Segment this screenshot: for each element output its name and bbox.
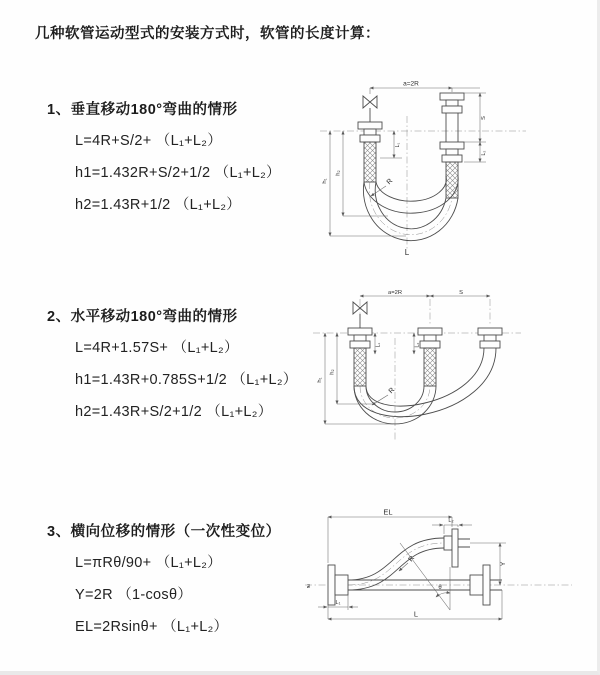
hose-left-leg [348, 328, 372, 386]
dim-label-s: S [481, 116, 487, 120]
dimension-width [370, 81, 480, 95]
dim-label-l2: L₂ [414, 342, 421, 348]
dim-label-a2r: a=2R [387, 289, 403, 296]
radius-callout [372, 387, 396, 405]
dim-label-l1: L₁ [335, 600, 341, 606]
valve-icon [363, 96, 377, 122]
hose-right-leg [440, 93, 464, 198]
dim-label-l1: L₁ [395, 142, 401, 148]
dim-label-l: L [413, 609, 419, 619]
dim-label-h2: h₂ [329, 369, 336, 375]
dim-label-el: EL [383, 507, 393, 517]
hose-middle-leg [418, 328, 442, 386]
page-title: 几种软管运动型式的安装方式时，软管的长度计算： [35, 26, 380, 42]
angle-label: θ [438, 585, 442, 591]
hose-right-leg [478, 328, 502, 348]
formula-l: L=πRθ/90+ （L₁+L₂） [75, 555, 222, 571]
dimension-l2 [414, 333, 421, 354]
centerlines [313, 299, 521, 442]
diagram-lateral-displacement [300, 507, 595, 645]
formula-el: EL=2Rsinθ+ （L₁+L₂） [75, 619, 229, 635]
formula-y: Y=2R （1-cosθ） [75, 587, 193, 603]
section-horizontal-move [47, 305, 298, 432]
section-2-heading: 2、水平移动180°弯曲的情形 [47, 309, 238, 325]
hose-left-flange [328, 565, 348, 605]
dimension-l1 [318, 595, 358, 610]
radius-label: R [387, 386, 397, 396]
dimension-s [464, 93, 487, 162]
formula-h1: h1=1.432R+S/2+1/2 （L₁+L₂） [75, 165, 281, 181]
radius-label: R [407, 554, 417, 564]
section-3-heading: 3、横向位移的情形（一次性变位） [47, 524, 281, 540]
formula-h2: h2=1.43R+S/2+1/2 （L₁+L₂） [75, 404, 273, 420]
dim-label-y: Y [500, 561, 507, 567]
hose-straight-position [348, 565, 502, 605]
dim-label-a2r: a=2R [403, 80, 419, 88]
dim-label-s: S [459, 289, 463, 296]
dimension-el [328, 508, 452, 564]
formula-l: L=4R+S/2+ （L₁+L₂） [75, 133, 223, 149]
formula-h2: h2=1.43R+1/2 （L₁+L₂） [75, 197, 242, 213]
dim-label-h1: h₁ [317, 377, 323, 383]
dim-label-h2: h₂ [335, 170, 342, 176]
section-vertical-move [47, 98, 281, 225]
dimension-width [360, 290, 490, 296]
dimension-l1 [375, 333, 382, 354]
angle-construction [400, 543, 450, 610]
length-label: L [404, 248, 410, 257]
hose-u-bend [363, 176, 458, 241]
dim-label-l2: L₂ [448, 518, 454, 524]
section-lateral-displacement [47, 520, 281, 647]
formula-l: L=4R+1.57S+ （L₁+L₂） [75, 340, 239, 356]
radius-label: R [385, 177, 395, 187]
dim-label-l2: L₂ [481, 150, 487, 156]
section-1-heading: 1、垂直移动180°弯曲的情形 [47, 102, 238, 118]
formula-h1: h1=1.43R+0.785S+1/2 （L₁+L₂） [75, 372, 298, 388]
centerlines [320, 116, 526, 250]
dim-label-h1: h₁ [322, 178, 328, 184]
dimension-h2 [336, 131, 389, 216]
radius-callout [399, 555, 416, 571]
dim-label-l1: L₁ [375, 342, 382, 348]
diagram-horizontal-180-bend [305, 288, 525, 450]
diagram-vertical-180-bend [310, 78, 530, 258]
axis-mark: ƶ [307, 583, 311, 590]
dimension-l1 [380, 131, 402, 158]
